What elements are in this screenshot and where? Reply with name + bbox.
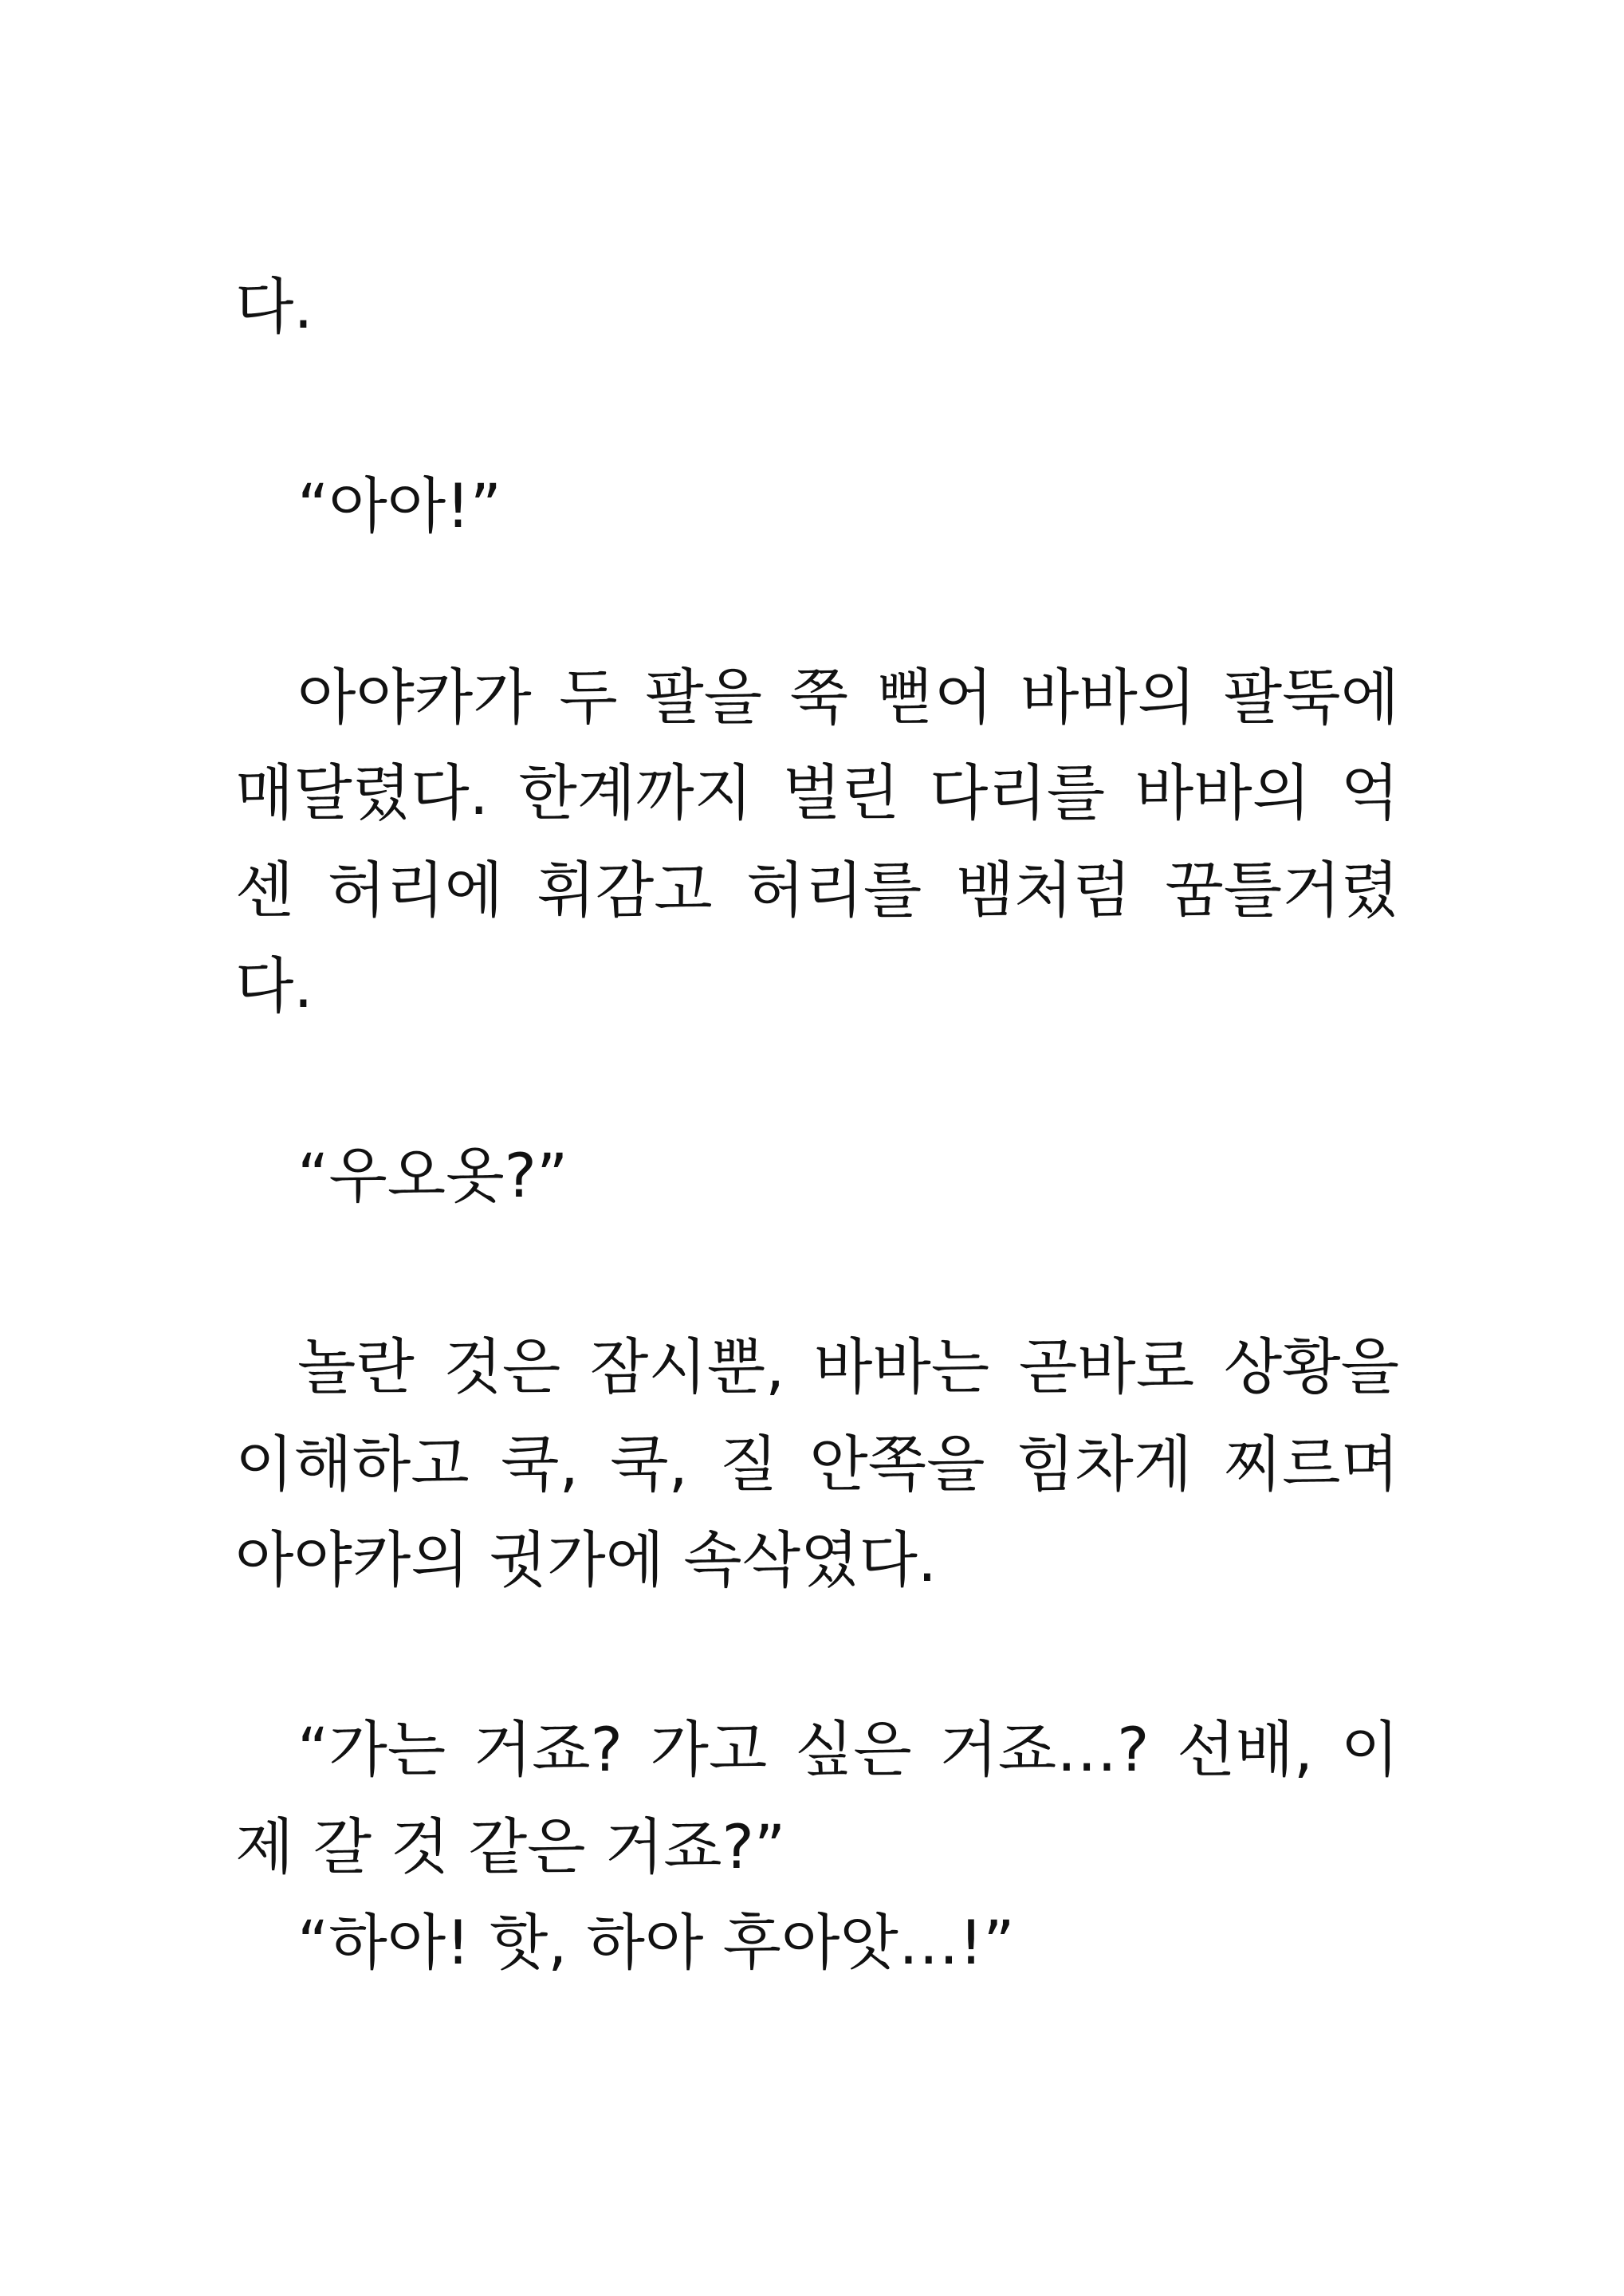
dialogue-line-4: 제 갈 것 같은 거죠?” [235, 1811, 786, 1882]
text-line-6: 놀란 것은 잠시뿐, 바바는 곧바로 상황을 [297, 1331, 1399, 1402]
dialogue-line-1: “아아!” [297, 470, 502, 541]
dialogue-line-5: “하아! 핫, 하아 후아앗…!” [297, 1907, 1015, 1978]
dialogue-line-3: “가는 거죠? 가고 싶은 거죠…? 선배, 이 [297, 1714, 1399, 1785]
text-line-8: 아야카의 귓가에 속삭였다. [235, 1524, 938, 1595]
dialogue-line-2: “우오옷?” [297, 1140, 568, 1211]
text-line-3: 매달렸다. 한계까지 벌린 다리를 바바의 억 [235, 757, 1399, 828]
text-line-7: 이해하고 쿡, 쿡, 질 안쪽을 힘차게 찌르며 [235, 1429, 1399, 1500]
text-line-4: 센 허리에 휘감고 허리를 뱀처럼 꿈틀거렸 [235, 855, 1399, 926]
text-line-2: 아야카가 두 팔을 쭉 뻗어 바바의 팔뚝에 [297, 662, 1399, 733]
text-line-1: 다. [235, 271, 313, 342]
text-line-5: 다. [235, 950, 313, 1021]
